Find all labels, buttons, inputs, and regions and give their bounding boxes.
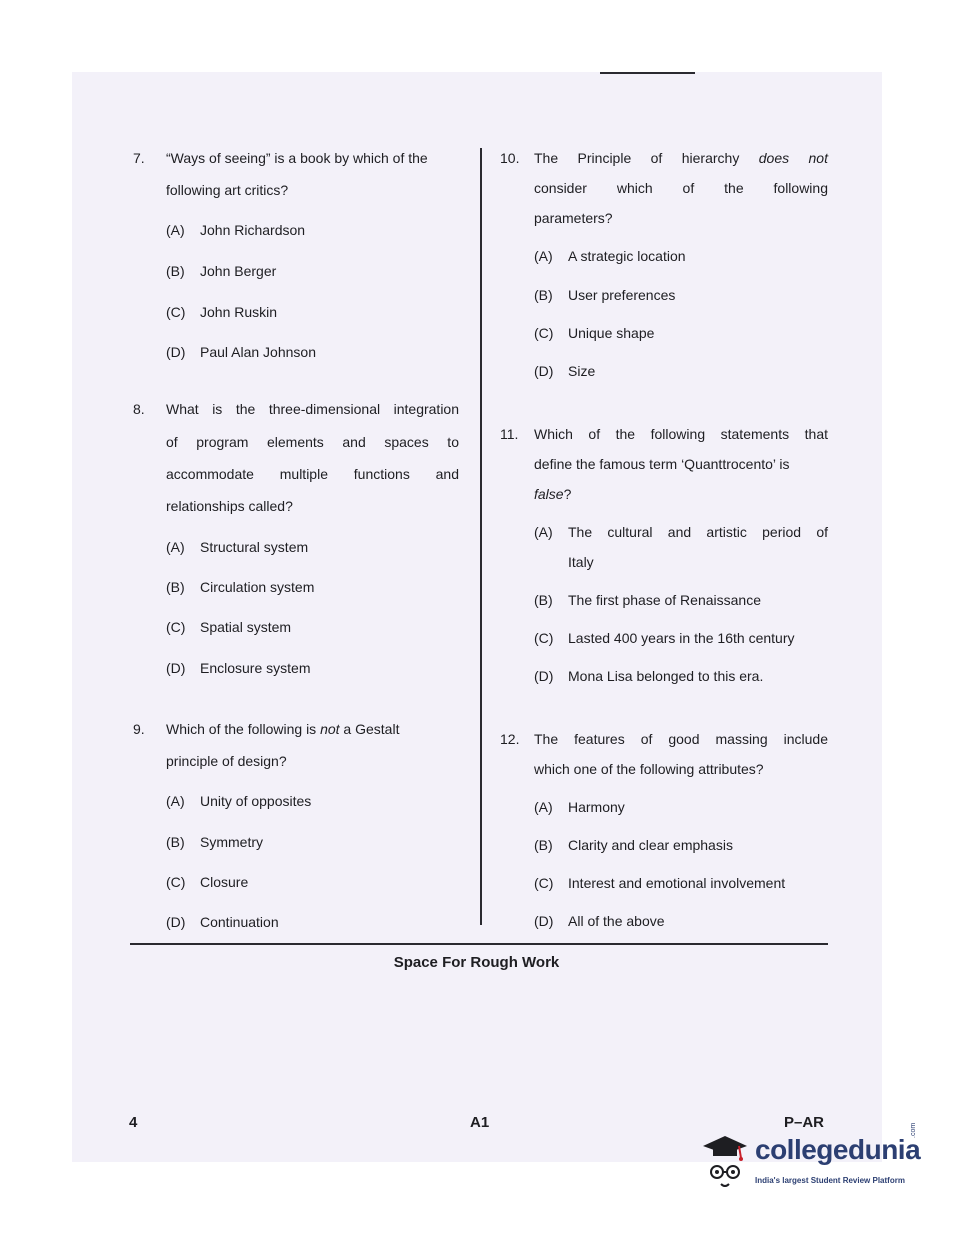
question-number: 9.	[133, 721, 145, 737]
option-d: (D) Mona Lisa belonged to this era.	[534, 668, 764, 684]
question-text: following art critics?	[166, 182, 289, 198]
question-text: principle of design?	[166, 753, 287, 769]
question-number: 11.	[500, 426, 519, 442]
question-number: 7.	[133, 150, 145, 166]
option-c: (C) Lasted 400 years in the 16th century	[534, 630, 795, 646]
question-text: false?	[534, 486, 572, 502]
rough-work-label: Space For Rough Work	[393, 954, 560, 971]
option-d: (D) All of the above	[534, 913, 665, 929]
option-a: (A) John Richardson	[166, 222, 306, 238]
option-b: (B) Clarity and clear emphasis	[534, 837, 733, 853]
question-text: “Ways of seeing” is a book by which of the	[166, 150, 428, 166]
question-number: 10.	[500, 150, 520, 166]
question-text: Which of the following is not a Gestalt	[166, 721, 400, 737]
question-text: Which of the following statements that	[534, 426, 828, 442]
mascot-icon	[695, 1128, 755, 1198]
bottom-rule	[130, 943, 828, 945]
option-a: (A) Harmony	[534, 799, 625, 815]
question-text: The features of good massing include	[534, 731, 828, 747]
option-a: (A) The cultural and artistic period of	[534, 524, 828, 540]
option-d: (D) Size	[534, 363, 596, 379]
option-a: (A) Unity of opposites	[166, 793, 312, 809]
option-b: (B) Symmetry	[166, 834, 263, 850]
option-d: (D) Enclosure system	[166, 660, 311, 676]
question-text: relationships called?	[166, 498, 293, 514]
option-c: (C) Spatial system	[166, 619, 292, 635]
option-b: (B) Circulation system	[166, 579, 315, 595]
top-rule	[600, 72, 695, 74]
question-text: accommodate multiple functions and	[166, 466, 459, 482]
logo-tagline: India's largest Student Review Platform	[755, 1176, 905, 1185]
option-b: (B) John Berger	[166, 263, 277, 279]
question-text: of program elements and spaces to	[166, 434, 459, 450]
question-text: parameters?	[534, 210, 613, 226]
option-c: (C) Closure	[166, 874, 249, 890]
option-b: (B) User preferences	[534, 287, 676, 303]
set-code: A1	[470, 1114, 490, 1131]
option-d: (D) Continuation	[166, 914, 279, 930]
logo-suffix: .com	[910, 1122, 917, 1138]
column-divider	[480, 148, 482, 925]
option-c: (C) Unique shape	[534, 325, 655, 341]
question-text: What is the three-dimensional integration	[166, 401, 459, 417]
option-c: (C) Interest and emotional involvement	[534, 875, 786, 891]
option-a: (A) Structural system	[166, 539, 309, 555]
question-text: consider which of the following	[534, 180, 828, 196]
option-d: (D) Paul Alan Johnson	[166, 344, 316, 360]
option-c: (C) John Ruskin	[166, 304, 278, 320]
question-number: 8.	[133, 401, 145, 417]
question-text: which one of the following attributes?	[534, 761, 764, 777]
page-number: 4	[129, 1114, 138, 1131]
option-a-continued: Italy	[568, 554, 594, 570]
option-a: (A) A strategic location	[534, 248, 686, 264]
question-number: 12.	[500, 731, 520, 747]
question-text: define the famous term ‘Quanttrocento’ is	[534, 456, 790, 472]
logo-wordmark: collegedunia	[755, 1134, 921, 1165]
paper-code: P–AR	[784, 1114, 825, 1131]
question-text: The Principle of hierarchy does not	[534, 150, 828, 166]
option-b: (B) The first phase of Renaissance	[534, 592, 761, 608]
